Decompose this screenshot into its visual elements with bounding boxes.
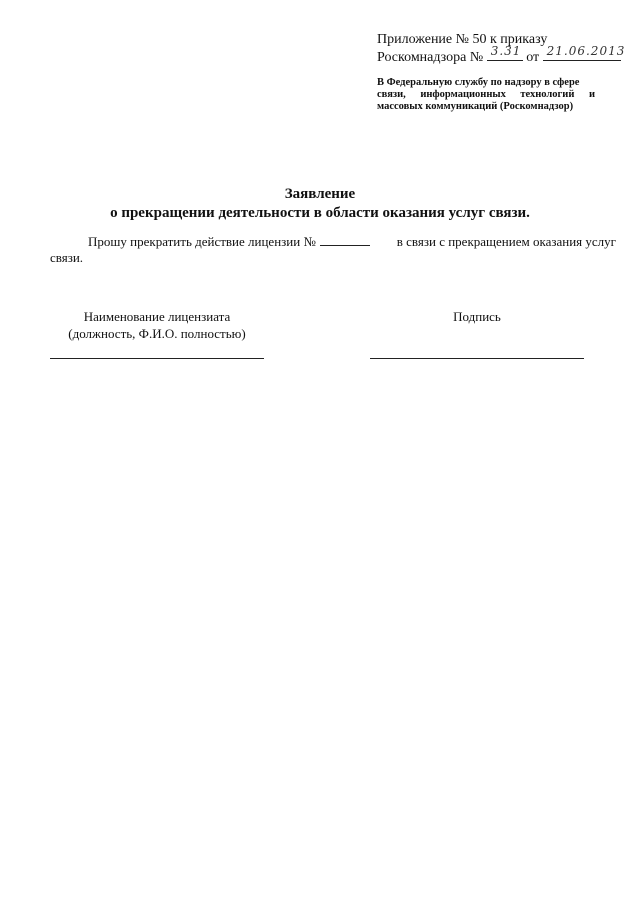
request-text-part-2: в связи с прекращением оказания услуг [396,234,616,249]
signature-line [370,358,584,359]
signature-caption-line: Подпись [453,309,501,324]
licensee-signature-line [50,358,264,359]
title-line-2: о прекращении деятельности в области оказания услуг связи. [110,205,530,221]
addressee-word: информационных [420,89,506,100]
appendix-line-2 [377,44,626,66]
request-paragraph [50,234,616,266]
request-text-continuation: связи. [50,250,84,265]
order-label: Роскомнадзора № [377,50,484,65]
order-number-field [487,44,523,61]
order-date-handwritten: 21.06.2013 [546,44,626,58]
appendix-header [377,32,626,66]
addressee-word: связи, [377,89,406,100]
document-title [0,186,640,222]
title-line-1: Заявление [284,186,356,202]
order-date-field [543,44,626,61]
request-text-part-1: Прошу прекратить действие лицензии № [88,234,316,249]
signature-caption [370,308,584,325]
addressee-word: технологий [520,89,575,100]
addressee-line-3: массовых коммуникаций (Роскомнадзор) [377,101,574,112]
license-number-blank [320,234,370,246]
licensee-caption-line-1: Наименование лицензиата [83,309,231,324]
addressee-word: и [588,89,595,100]
appendix-line-1: Приложение № 50 к приказу [377,32,548,47]
licensee-caption [50,308,264,342]
licensee-caption-line-2: (должность, Ф.И.О. полностью) [68,326,246,341]
date-label: от [526,50,540,65]
order-number-handwritten: 3.31 [490,44,522,58]
addressee-line-2 [377,89,595,101]
addressee-line-1: В Федеральную службу по надзору в сфере [377,77,580,88]
addressee-block [377,77,595,113]
